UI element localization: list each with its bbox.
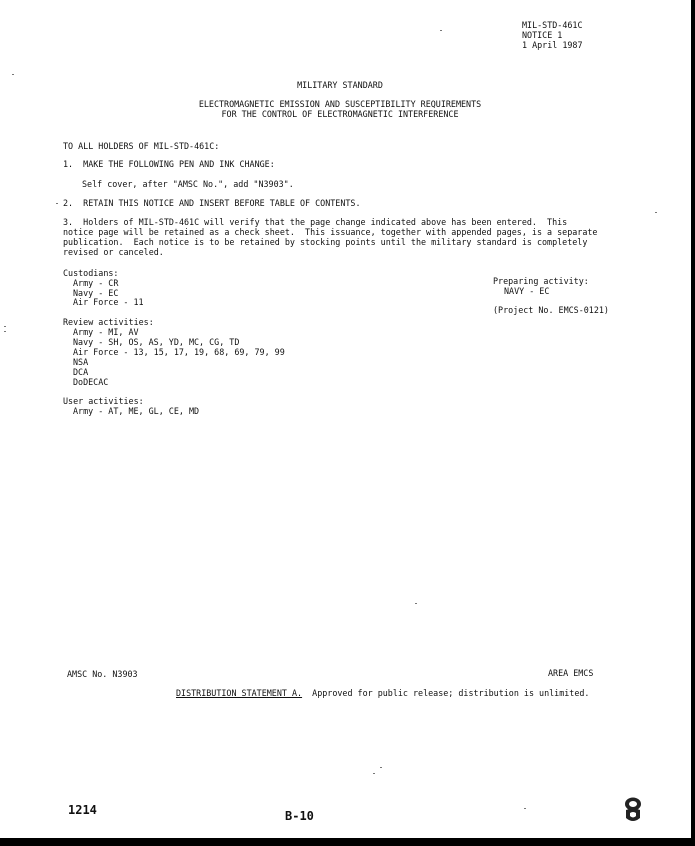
review-entry: DCA <box>73 367 89 377</box>
review-activities-heading: Review activities: <box>63 317 154 327</box>
page-number-center: B-10 <box>285 809 314 823</box>
review-entry: Navy - SH, OS, AS, YD, MC, CG, TD <box>73 337 240 347</box>
page-number-left: 1214 <box>68 803 97 817</box>
instruction-3-line: 3. Holders of MIL-STD-461C will verify that the page change indicated above has been entered. This <box>63 217 568 227</box>
custodian-entry: Navy - EC <box>73 288 119 298</box>
scan-speck <box>4 331 6 332</box>
scan-speck <box>655 212 657 213</box>
custodian-entry: Air Force - 11 <box>73 297 144 307</box>
seal-stamp-icon <box>622 796 644 824</box>
custodian-entry: Army - CR <box>73 278 119 288</box>
instruction-3-line: publication. Each notice is to be retained by stocking points until the military standard is completely <box>63 237 588 247</box>
area-code: AREA EMCS <box>548 668 594 678</box>
instruction-3-line: revised or canceled. <box>63 247 164 257</box>
distribution-label: DISTRIBUTION STATEMENT A. <box>176 688 303 698</box>
addressee: TO ALL HOLDERS OF MIL-STD-461C: <box>63 141 220 151</box>
preparing-activity-value: NAVY - EC <box>504 286 550 296</box>
instruction-3-line: notice page will be retained as a check sheet. This issuance, together with appended pages, is a separate <box>63 227 598 237</box>
scan-border-bottom <box>0 838 695 846</box>
review-entry: Air Force - 13, 15, 17, 19, 68, 69, 79, 99 <box>73 347 285 357</box>
instruction-1-detail: Self cover, after "AMSC No.", add "N3903". <box>82 179 294 189</box>
scan-speck <box>12 74 14 75</box>
user-activities-heading: User activities: <box>63 396 144 406</box>
notice-date: 1 April 1987 <box>522 40 583 50</box>
distribution-statement <box>176 688 589 698</box>
standard-title: ELECTROMAGNETIC EMISSION AND SUSCEPTIBILITY REQUIREMENTS <box>198 99 482 109</box>
amsc-number: AMSC No. N3903 <box>67 669 138 679</box>
standard-heading: MILITARY STANDARD <box>297 80 383 90</box>
distribution-text: Approved for public release; distribution is unlimited. <box>302 688 590 698</box>
scan-speck <box>524 808 526 809</box>
custodians-heading: Custodians: <box>63 268 119 278</box>
instruction-1: 1. MAKE THE FOLLOWING PEN AND INK CHANGE: <box>63 159 275 169</box>
project-number: (Project No. EMCS-0121) <box>493 305 609 315</box>
doc-id: MIL-STD-461C <box>522 20 583 30</box>
scan-speck <box>440 30 442 31</box>
scan-speck <box>415 603 417 604</box>
review-entry: Army - MI, AV <box>73 327 139 337</box>
preparing-activity-heading: Preparing activity: <box>493 276 589 286</box>
scan-speck <box>373 773 375 774</box>
user-entry: Army - AT, ME, GL, CE, MD <box>73 406 200 416</box>
review-entry: DoDECAC <box>73 377 109 387</box>
instruction-2: 2. RETAIN THIS NOTICE AND INSERT BEFORE TABLE OF CONTENTS. <box>63 198 361 208</box>
standard-subtitle: FOR THE CONTROL OF ELECTROMAGNETIC INTERFERENCE <box>221 109 459 119</box>
scan-speck <box>56 203 58 204</box>
review-entry: NSA <box>73 357 89 367</box>
scan-border-right <box>691 0 695 846</box>
scan-speck <box>380 767 382 768</box>
scan-speck <box>4 326 6 327</box>
notice-number: NOTICE 1 <box>522 30 563 40</box>
